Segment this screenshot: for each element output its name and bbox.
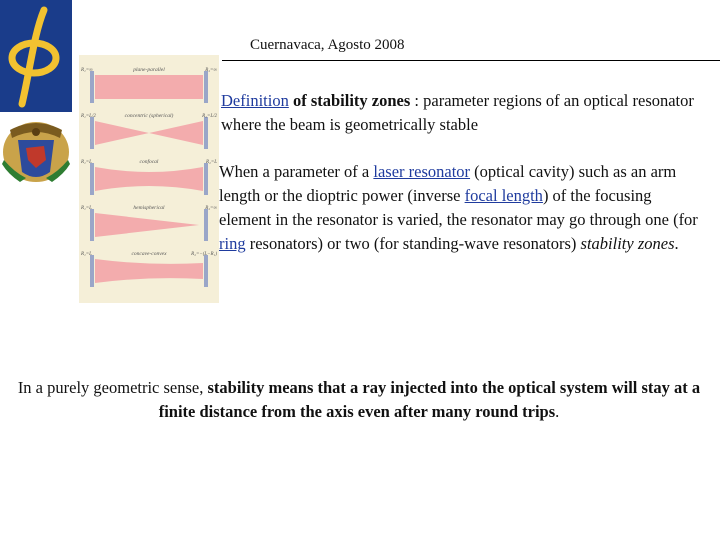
left-mirror [90,255,94,287]
resonator-type-label: concave-convex [131,251,167,257]
right-mirror-label: R₂=∞ [205,206,217,211]
beam-shape [95,259,203,283]
definition-bold: of stability zones [292,91,411,110]
header-rule [222,60,720,61]
beam-shape [95,213,199,237]
definition-link[interactable]: Definition [221,91,289,110]
focal-length-link[interactable]: focal length [464,186,543,205]
stability-zones-italic: stability zones [580,234,675,253]
right-mirror-label: R₂=L [206,160,217,165]
statement-bold: stability means that a ray injected into the optical system will stay at a finite distance from the axis even after many round trips [158,378,701,421]
resonator-type-label: plane-parallel [133,67,165,73]
left-mirror [90,163,94,195]
right-mirror-label: R₂=∞ [205,68,217,73]
beam-shape [95,121,203,145]
header-date: Cuernavaca, Agosto 2008 [250,37,405,53]
right-mirror [204,163,208,195]
left-mirror-label: R₁=L [81,206,92,211]
left-mirror-label: R₁=L [81,160,92,165]
left-mirror [90,117,94,149]
right-mirror-label: R₂=L/2 [202,114,217,119]
left-mirror-label: R₁=L/2 [81,114,96,119]
beam-shape [95,75,203,99]
laser-resonator-link[interactable]: laser resonator [373,162,471,181]
beam-shape [95,167,203,191]
statement-text-2: . [555,402,560,421]
right-mirror [204,209,208,241]
right-mirror-label: R₂=−(L−R₁) [191,252,217,257]
left-mirror-label: R₁=L [81,252,92,257]
statement-text-1: In a purely geometric sense, [17,378,208,397]
explanation-text-3: ) of the focusing element in the resonator is varied, the resonator may go through one (for [219,186,698,229]
explanation-text-4: resonators) or two (for standing-wave resonators) [245,234,581,253]
right-mirror [204,71,208,103]
resonator-types-svg [79,55,219,303]
resonator-type-label: hemispherical [133,205,165,211]
ring-link[interactable]: ring [219,234,246,253]
explanation-text-1: When a parameter of a [219,162,374,181]
institution-logo-top [0,0,72,112]
geometric-stability-statement [14,376,704,424]
right-mirror [204,255,208,287]
stability-zones-definition [221,89,701,137]
resonator-type-label: concentric (spherical) [124,113,174,119]
right-mirror [204,117,208,149]
left-mirror [90,71,94,103]
left-mirror [90,209,94,241]
university-seal-logo [0,112,72,186]
explanation-text-2: (optical cavity) such as an arm length or the dioptric power (inverse [219,162,677,205]
explanation-text-5: . [674,234,679,253]
definition-text: : parameter regions of an optical resonator where the beam is geometrically stable [221,91,694,134]
resonator-type-label: confocal [139,159,159,165]
stability-zones-explanation [219,160,704,256]
resonator-types-figure [79,55,219,303]
left-mirror-label: R₁=∞ [81,68,93,73]
